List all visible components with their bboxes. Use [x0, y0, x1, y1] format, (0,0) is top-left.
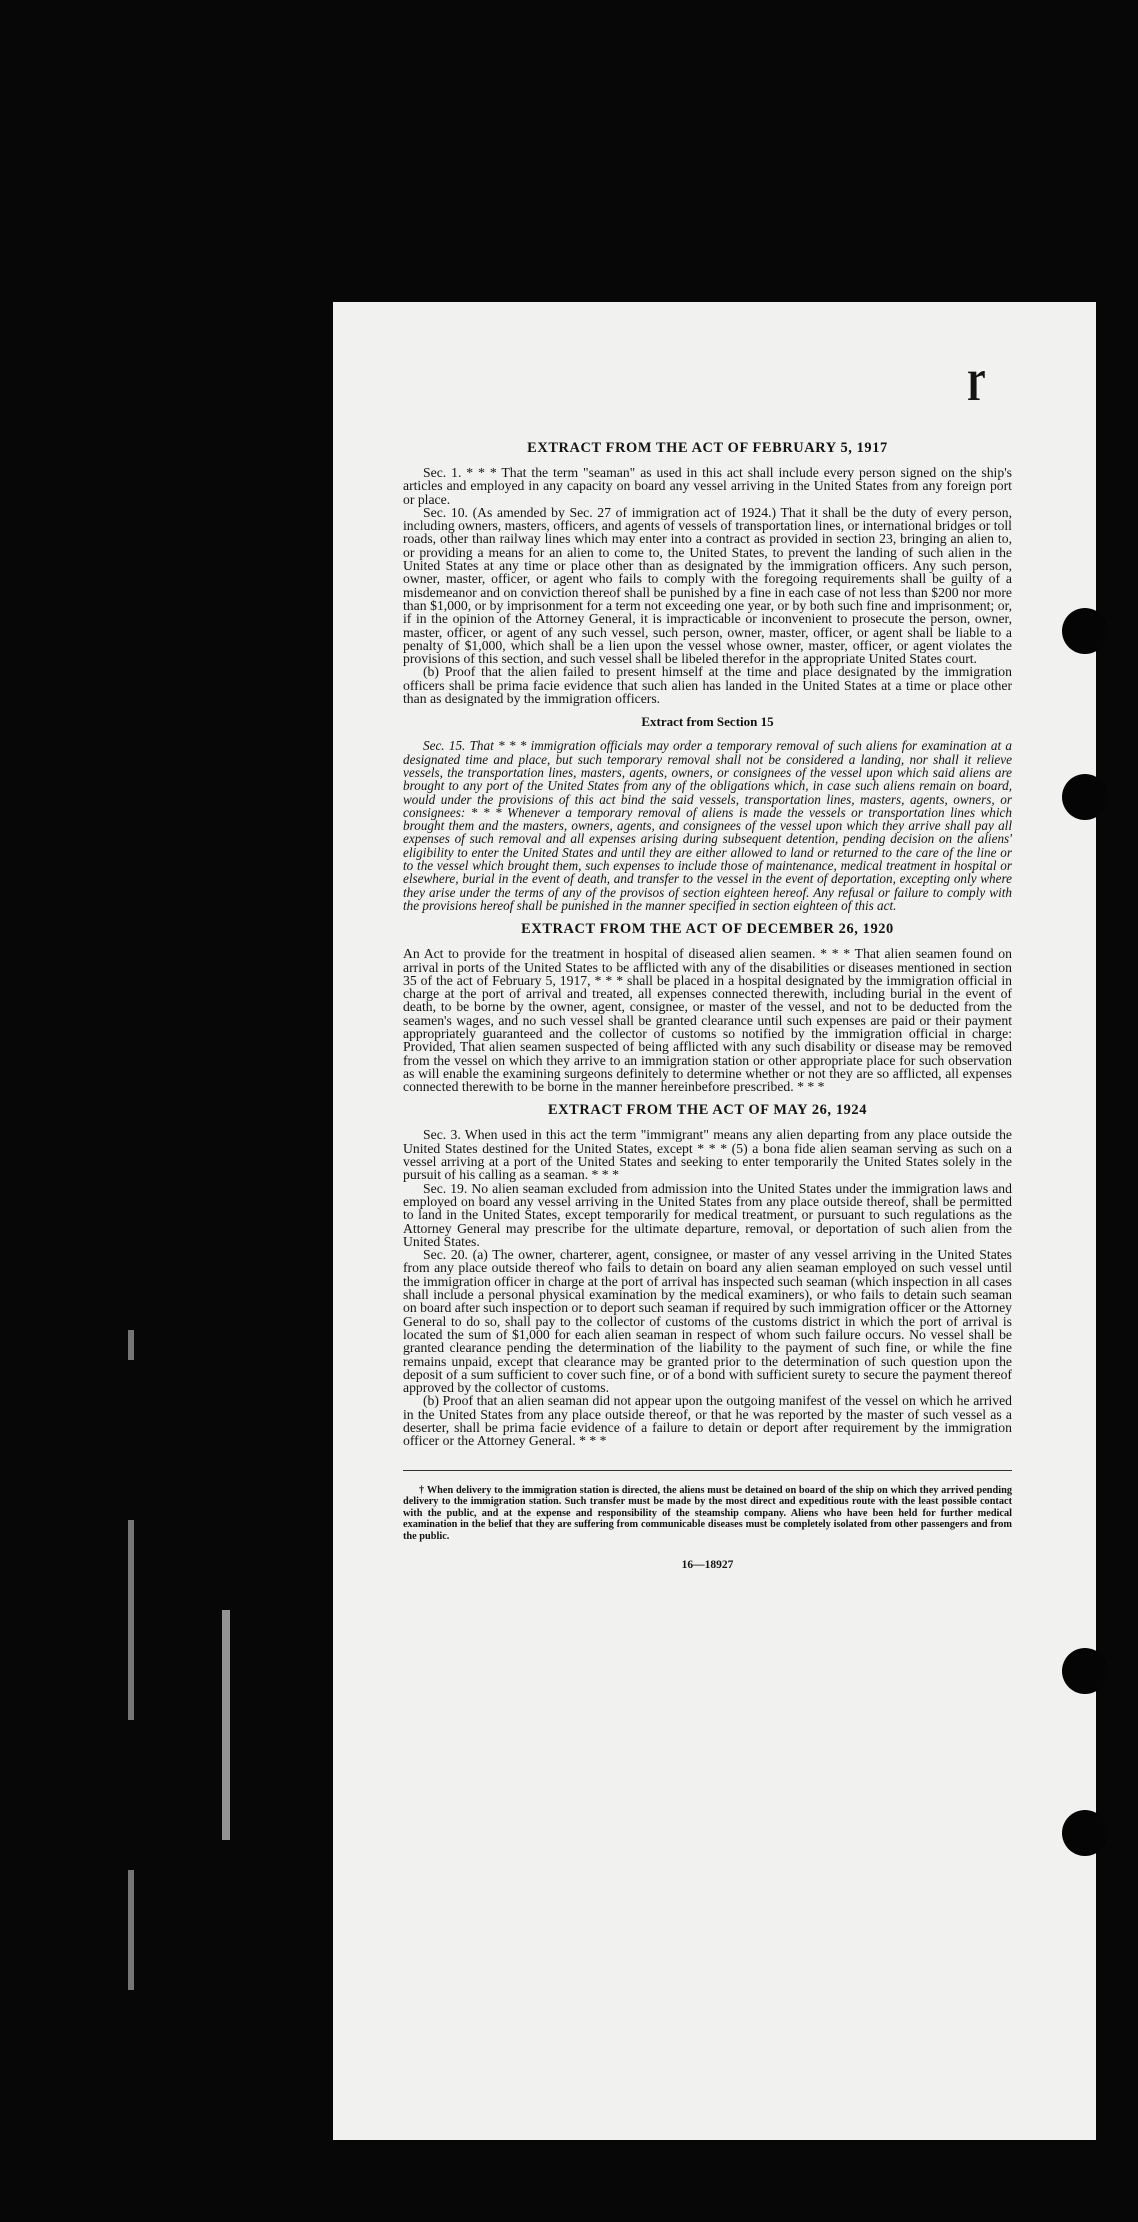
section-subheading: Extract from Section 15: [641, 714, 774, 730]
paragraph: (b) Proof that the alien failed to present himself at the time and place designated by the immigration officers shall be prima facie evidence that such alien has landed in the United States at a time or place other than as designated by the immigration officers.: [403, 664, 1012, 707]
scan-edge-mark: [128, 1330, 134, 1360]
footnote-rule: [403, 1470, 1012, 1471]
footnote: † When delivery to the immigration station is directed, the aliens must be detained on board of the ship on which they arrived pending delivery to the immigration station. Such transfer must be made by the most direct and expeditious route with the least possible contact with the public, and at the expense and responsibility of the steamship company. Aliens who have been held for further medical examination in the belief that they are suffering from communicable diseases must be completely isolated from other passengers and from the public.: [403, 1484, 1012, 1542]
punch-hole: [1062, 1648, 1108, 1694]
page-number: 16—18927: [681, 1558, 734, 1571]
paragraph: Sec. 10. (As amended by Sec. 27 of immigration act of 1924.) That it shall be the duty of every person, including owners, masters, officers, and agents of vessels of transportation lines, or international bridges or toll roads, other than railway lines which may enter into a contract as provided in section 23, bringing an alien to, or providing a means for an alien to come to, the United States, to prevent the landing of such alien in the United States at any time or place other than as designated by the immigration officers. Any such person, owner, master, officer, or agent who fails to comply with the foregoing requirements shall be guilty of a misdemeanor and on conviction thereof shall be punished by a fine in each case of not less than $200 nor more than $1,000, or by imprisonment for a term not exceeding one year, or by both such fine and imprisonment; or, if in the opinion of the Attorney General, it is impracticable or inconvenient to prosecute the person, owner, master, officer, or agent of any such vessel, such person, owner, master, officer, or agent shall be liable to a penalty of $1,000, which shall be a lien upon the vessel whose owner, master, officer, or agent violates the provisions of this section, and such vessel shall be libeled therefor in the appropriate United States court.: [403, 504, 1012, 667]
section-heading: EXTRACT FROM THE ACT OF MAY 26, 1924: [547, 1102, 868, 1119]
section-heading: EXTRACT FROM THE ACT OF DECEMBER 26, 1920: [521, 921, 894, 938]
paragraph: Sec. 20. (a) The owner, charterer, agent, consignee, or master of any vessel arriving in the United States from any place outside thereof who fails to detain on board any alien seaman employed on such vessel until the immigration officer in charge at the port of arrival has inspected such seaman (which inspection in all cases shall include a personal physical examination by the medical examiners), or who fails to detain such seaman on board after such inspection or to deport such seaman if required by such immigration officer or the Attorney General to do so, shall pay to the collector of customs of the customs district in which the port of arrival is located the sum of $1,000 for each alien seaman in respect of whom such failure occurs. No vessel shall be granted clearance pending the determination of the liability to the payment of such fine, or while the fine remains unpaid, except that clearance may be granted prior to the determination of such question upon the deposit of a sum sufficient to cover such fine, or of a bond with sufficient surety to secure the payment thereof approved by the collector of customs.: [403, 1247, 1012, 1396]
document-page: [333, 302, 1096, 2140]
scan-edge-mark: [128, 1870, 134, 1990]
corner-mark: ɼ: [967, 355, 986, 401]
scan-edge-mark: [222, 1610, 230, 1840]
scan-edge-mark: [128, 1520, 134, 1720]
punch-hole: [1062, 774, 1108, 820]
paragraph: (b) Proof that an alien seaman did not appear upon the outgoing manifest of the vessel on which he arrived in the United States from any place outside thereof, or that he was reported by the master of such vessel as a deserter, shall be prima facie evidence of a failure to detain or deport after requirement by the immigration officer or the Attorney General. * * *: [403, 1393, 1012, 1449]
paragraph: Sec. 15. That * * * immigration officials may order a temporary removal of such aliens for examination at a designated time and place, but such temporary removal shall not be considered a landing, nor shall it relieve vessels, the transportation lines, masters, agents, owners, or consignees of the vessel upon which said aliens are brought to any port of the United States from any of the obligations which, in case such aliens remain on board, would under the provisions of this act bind the said vessels, transportation lines, masters, agents, owners, or consignees: * * * Whenever a temporary removal of aliens is made the vessels or transportation lines which brought them and the masters, owners, agents, and consignees of the vessel upon which they arrive shall pay all expenses of such removal and all expenses arising during subsequent detention, pending decision on the aliens' eligibility to enter the United States and until they are either allowed to land or returned to the care of the line or to the vessel which brought them, such expenses to include those of maintenance, medical treatment in hospital or elsewhere, burial in the event of death, and transfer to the vessel in the event of deportation, excepting only where they arise under the terms of any of the provisos of section eighteen hereof. Any refusal or failure to comply with the provisions hereof shall be punished in the manner specified in section eighteen of this act.: [403, 738, 1012, 913]
section-heading: EXTRACT FROM THE ACT OF FEBRUARY 5, 1917: [527, 440, 888, 456]
paragraph: An Act to provide for the treatment in hospital of diseased alien seamen. * * * That alien seamen found on arrival in ports of the United States to be afflicted with any of the disabilities or diseases mentioned in section 35 of the act of February 5, 1917, * * * shall be placed in a hospital designated by the immigration official in charge at the port of arrival and treated, all expenses connected therewith, including burial in the event of death, to be borne by the owner, agent, consignee, or master of the vessel, and not to be deducted from the seamen's wages, and no such vessel shall be granted clearance until such expenses are paid or their payment appropriately guaranteed and the collector of customs so notified by the immigration official in charge: Provided, That alien seamen suspected of being afflicted with any such disability or disease may be removed from the vessel on which they arrive to an immigration station or other appropriate place for such observation as will enable the examining surgeons definitely to determine whether or not they are so afflicted, all expenses connected therewith to be borne in the manner hereinbefore prescribed. * * *: [403, 946, 1012, 1095]
paragraph: Sec. 3. When used in this act the term "immigrant" means any alien departing from any place outside the United States destined for the United States, except * * * (5) a bona fide alien seaman serving as such on a vessel arriving at a port of the United States and seeking to enter temporarily the United States solely in the pursuit of his calling as a seaman. * * *: [403, 1127, 1012, 1183]
punch-hole: [1062, 608, 1108, 654]
paragraph: Sec. 19. No alien seaman excluded from admission into the United States under the immigration laws and employed on board any vessel arriving in the United States from any place outside thereof, shall be permitted to land in the United States, except temporarily for medical treatment, or pursuant to such regulations as the Attorney General may prescribe for the ultimate departure, removal, or deportation of such alien from the United States.: [403, 1180, 1012, 1249]
punch-hole: [1062, 1810, 1108, 1856]
paragraph: Sec. 1. * * * That the term "seaman" as used in this act shall include every person signed on the ship's articles and employed in any capacity on board any vessel arriving in the United States from any foreign port or place.: [403, 465, 1012, 507]
